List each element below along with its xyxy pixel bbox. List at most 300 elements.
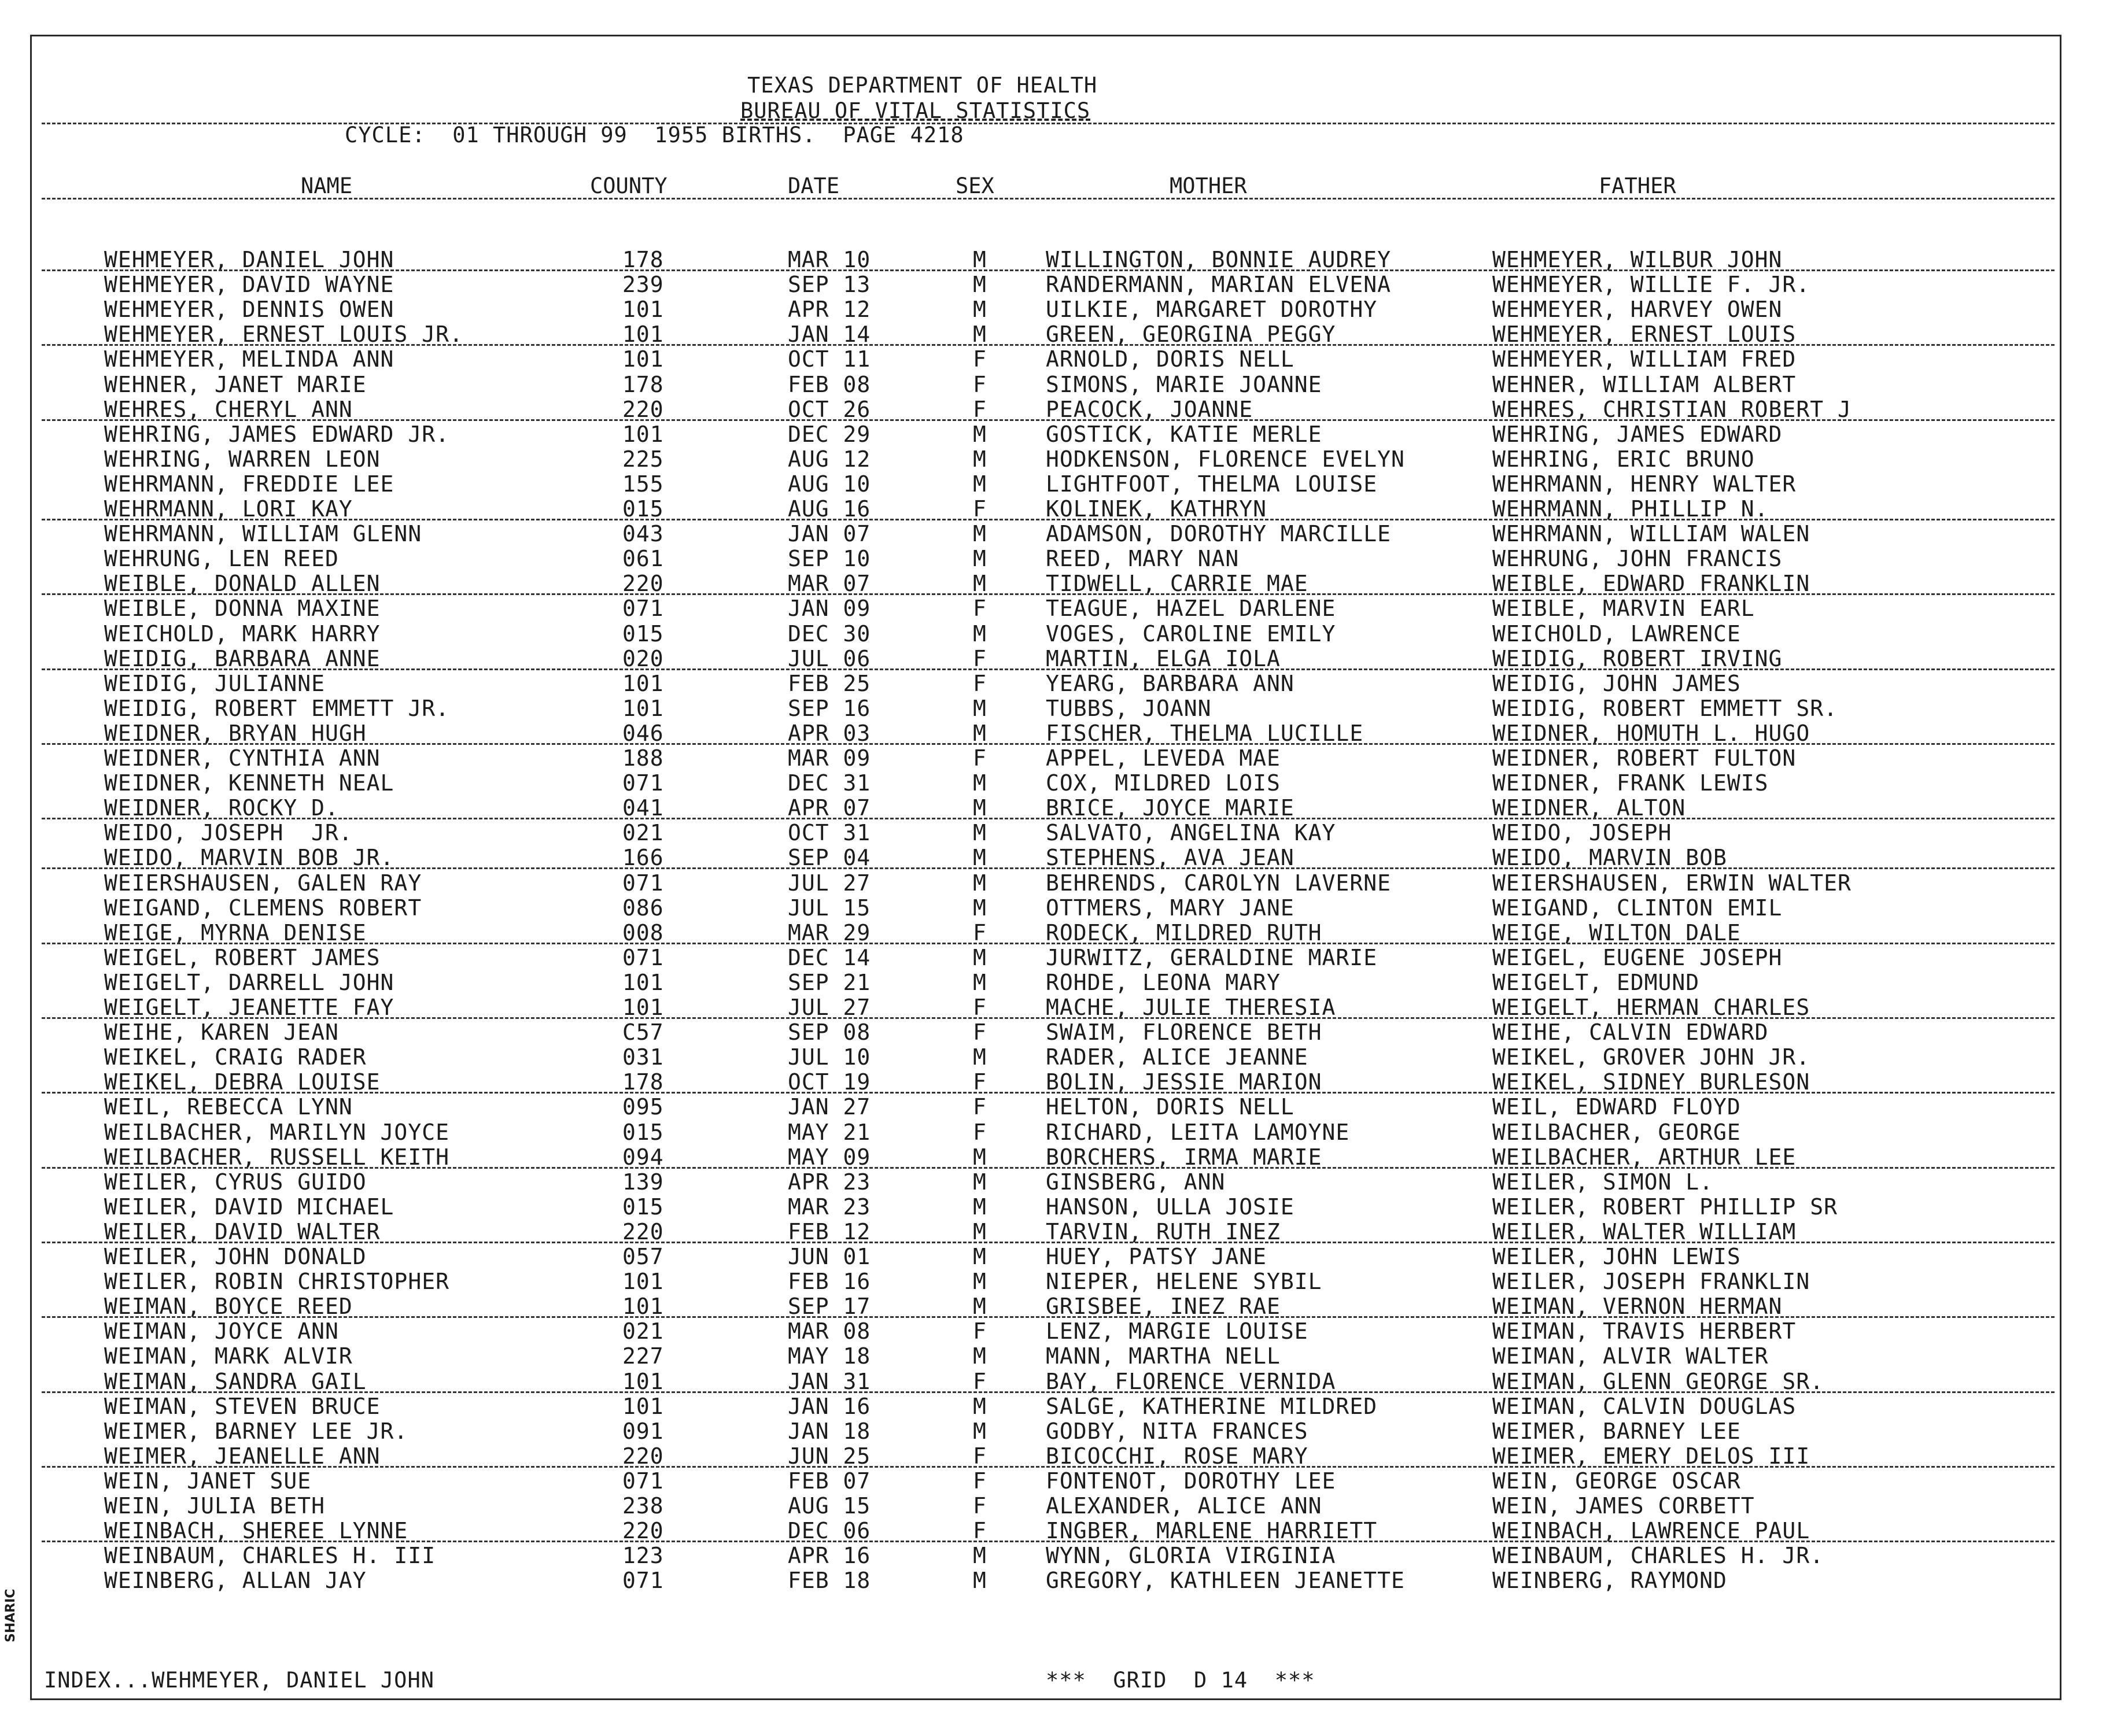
cell-date: MAY 21 <box>788 1119 871 1145</box>
cell-county: 008 <box>622 919 664 945</box>
cell-mother: YEARG, BARBARA ANN <box>1046 670 1294 696</box>
cell-date: DEC 06 <box>788 1518 871 1544</box>
cell-sex: M <box>973 546 987 572</box>
cell-sex: F <box>973 1094 987 1120</box>
cell-name: WEIDIG, ROBERT EMMETT JR. <box>104 695 449 721</box>
cell-father: WEIKEL, SIDNEY BURLESON <box>1492 1069 1810 1095</box>
row-rule <box>42 1391 2055 1393</box>
cell-father: WEHMEYER, WILLIAM FRED <box>1492 346 1797 372</box>
cell-mother: BICOCCHI, ROSE MARY <box>1046 1443 1308 1469</box>
cell-name: WEHMEYER, DANIEL JOHN <box>104 247 394 272</box>
cell-county: 238 <box>622 1493 664 1519</box>
cell-county: 101 <box>622 969 664 995</box>
cell-county: 094 <box>622 1144 664 1170</box>
cell-sex: M <box>973 1218 987 1244</box>
cell-name: WEINBACH, SHEREE LYNNE <box>104 1518 408 1544</box>
cell-sex: M <box>973 1169 987 1195</box>
cell-father: WEILER, JOHN LEWIS <box>1492 1244 1741 1269</box>
cell-name: WEINBAUM, CHARLES H. III <box>104 1543 436 1569</box>
cell-county: 101 <box>622 421 664 447</box>
cell-county: C57 <box>622 1020 664 1046</box>
cell-mother: SALGE, KATHERINE MILDRED <box>1046 1393 1378 1419</box>
table-row <box>0 647 2117 671</box>
cell-county: 057 <box>622 1244 664 1269</box>
table-row <box>0 1419 2117 1444</box>
cell-name: WEHRING, JAMES EDWARD JR. <box>104 421 449 447</box>
cell-mother: TUBBS, JOANN <box>1046 695 1212 721</box>
cell-name: WEIERSHAUSEN, GALEN RAY <box>104 870 422 896</box>
cell-father: WEIGAND, CLINTON EMIL <box>1492 895 1783 921</box>
cell-date: FEB 12 <box>788 1218 871 1244</box>
cell-mother: ROHDE, LEONA MARY <box>1046 969 1281 995</box>
cell-date: FEB 16 <box>788 1269 871 1295</box>
cell-date: JAN 09 <box>788 596 871 622</box>
cell-county: 166 <box>622 845 664 871</box>
cell-name: WEIMAN, STEVEN BRUCE <box>104 1393 381 1419</box>
table-row <box>0 1369 2117 1394</box>
table-row <box>0 1543 2117 1568</box>
cell-father: WEHRMANN, WILLIAM WALEN <box>1492 521 1810 547</box>
cell-date: MAR 07 <box>788 571 871 597</box>
table-row <box>0 248 2117 272</box>
cell-name: WEIL, REBECCA LYNN <box>104 1094 353 1120</box>
table-row <box>0 821 2117 845</box>
cell-name: WEIGEL, ROBERT JAMES <box>104 944 381 970</box>
table-row <box>0 896 2117 921</box>
cell-sex: M <box>973 895 987 921</box>
table-row <box>0 622 2117 647</box>
cell-father: WEIERSHAUSEN, ERWIN WALTER <box>1492 870 1852 896</box>
cell-name: WEILER, CYRUS GUIDO <box>104 1169 367 1195</box>
cell-mother: FISCHER, THELMA LUCILLE <box>1046 720 1364 746</box>
cell-date: AUG 16 <box>788 496 871 522</box>
cell-father: WEHRUNG, JOHN FRANCIS <box>1492 546 1783 572</box>
table-row <box>0 272 2117 297</box>
table-row <box>0 771 2117 796</box>
cell-father: WEIMAN, TRAVIS HERBERT <box>1492 1318 1797 1345</box>
cell-father: WEIMAN, CALVIN DOUGLAS <box>1492 1393 1797 1419</box>
row-rule <box>42 1017 2055 1019</box>
cell-father: WEHNER, WILLIAM ALBERT <box>1492 371 1797 397</box>
cell-mother: WILLINGTON, BONNIE AUDREY <box>1046 247 1391 272</box>
cell-name: WEHMEYER, MELINDA ANN <box>104 346 394 372</box>
table-row <box>0 1394 2117 1419</box>
cell-county: 031 <box>622 1044 664 1070</box>
cell-mother: GRISBEE, INEZ RAE <box>1046 1294 1281 1320</box>
cell-name: WEHRES, CHERYL ANN <box>104 396 353 422</box>
cell-county: 071 <box>622 1468 664 1494</box>
table-row <box>0 1195 2117 1220</box>
index-footer: INDEX...WEHMEYER, DANIEL JOHN <box>44 1668 435 1693</box>
cycle-line: CYCLE: 01 THROUGH 99 1955 BIRTHS. PAGE 4218 <box>345 123 964 147</box>
cell-father: WEIDIG, JOHN JAMES <box>1492 670 1741 696</box>
cell-mother: GODBY, NITA FRANCES <box>1046 1418 1308 1444</box>
col-header-father: FATHER <box>1599 173 1676 198</box>
table-row <box>0 1344 2117 1369</box>
cell-name: WEIMAN, MARK ALVIR <box>104 1343 353 1369</box>
cell-county: 101 <box>622 1294 664 1320</box>
cell-mother: BORCHERS, IRMA MARIE <box>1046 1144 1322 1170</box>
cell-name: WEHRING, WARREN LEON <box>104 446 381 472</box>
cell-county: 155 <box>622 471 664 497</box>
cell-mother: JURWITZ, GERALDINE MARIE <box>1046 944 1378 970</box>
cell-date: MAR 09 <box>788 745 871 771</box>
cell-date: MAR 08 <box>788 1318 871 1345</box>
col-header-name: NAME <box>301 173 353 198</box>
table-row <box>0 347 2117 372</box>
cell-father: WEHRING, ERIC BRUNO <box>1492 446 1755 472</box>
cell-date: MAY 09 <box>788 1144 871 1170</box>
cell-date: FEB 25 <box>788 670 871 696</box>
cell-sex: F <box>973 1119 987 1145</box>
cell-father: WEIBLE, MARVIN EARL <box>1492 596 1755 622</box>
cell-sex: M <box>973 795 987 821</box>
cell-sex: F <box>973 1468 987 1494</box>
cell-county: 101 <box>622 1368 664 1394</box>
cell-date: JUN 01 <box>788 1244 871 1269</box>
cell-county: 220 <box>622 1218 664 1244</box>
cell-father: WEHRMANN, HENRY WALTER <box>1492 471 1797 497</box>
cell-sex: M <box>973 770 987 796</box>
cell-county: 015 <box>622 1119 664 1145</box>
cell-mother: ADAMSON, DOROTHY MARCILLE <box>1046 521 1391 547</box>
cell-sex: F <box>973 596 987 622</box>
cell-father: WEILER, JOSEPH FRANKLIN <box>1492 1269 1810 1295</box>
cell-sex: M <box>973 845 987 871</box>
table-row <box>0 297 2117 322</box>
cell-county: 178 <box>622 1069 664 1095</box>
cell-mother: BOLIN, JESSIE MARION <box>1046 1069 1322 1095</box>
cell-father: WEILER, SIMON L. <box>1492 1169 1714 1195</box>
cell-date: JUL 06 <box>788 645 871 671</box>
cell-name: WEIGAND, CLEMENS ROBERT <box>104 895 422 921</box>
cell-mother: FONTENOT, DOROTHY LEE <box>1046 1468 1336 1494</box>
cell-sex: F <box>973 1069 987 1095</box>
table-row <box>0 1045 2117 1070</box>
header-rule <box>42 123 2055 124</box>
cell-mother: KOLINEK, KATHRYN <box>1046 496 1267 522</box>
cell-sex: F <box>973 496 987 522</box>
cell-mother: ALEXANDER, ALICE ANN <box>1046 1493 1322 1519</box>
cell-father: WEIMAN, ALVIR WALTER <box>1492 1343 1769 1369</box>
row-rule <box>42 593 2055 595</box>
cell-sex: M <box>973 247 987 272</box>
cell-mother: TIDWELL, CARRIE MAE <box>1046 571 1308 597</box>
cell-date: DEC 30 <box>788 620 871 647</box>
cell-county: 139 <box>622 1169 664 1195</box>
cell-date: JUL 15 <box>788 895 871 921</box>
cell-name: WEHNER, JANET MARIE <box>104 371 367 397</box>
cell-name: WEIDO, MARVIN BOB JR. <box>104 845 394 871</box>
table-row <box>0 1170 2117 1195</box>
cell-sex: M <box>973 820 987 846</box>
cell-date: MAY 18 <box>788 1343 871 1369</box>
cell-sex: M <box>973 870 987 896</box>
cell-father: WEHMEYER, WILBUR JOHN <box>1492 247 1783 272</box>
cell-father: WEIDO, MARVIN BOB <box>1492 845 1727 871</box>
cell-sex: M <box>973 1144 987 1170</box>
table-row <box>0 746 2117 771</box>
cell-father: WEIGEL, EUGENE JOSEPH <box>1492 944 1783 970</box>
table-row <box>0 447 2117 472</box>
cell-mother: MARTIN, ELGA IOLA <box>1046 645 1281 671</box>
cell-name: WEIDNER, ROCKY D. <box>104 795 339 821</box>
cell-father: WEICHOLD, LAWRENCE <box>1492 620 1741 647</box>
cell-date: JAN 18 <box>788 1418 871 1444</box>
table-row <box>0 497 2117 522</box>
cell-date: APR 03 <box>788 720 871 746</box>
cell-name: WEIKEL, CRAIG RADER <box>104 1044 367 1070</box>
cell-mother: HUEY, PATSY JANE <box>1046 1244 1267 1269</box>
cell-date: SEP 13 <box>788 272 871 298</box>
cell-father: WEILER, WALTER WILLIAM <box>1492 1218 1797 1244</box>
cell-county: 123 <box>622 1543 664 1569</box>
cell-name: WEIHE, KAREN JEAN <box>104 1020 339 1046</box>
cell-mother: TEAGUE, HAZEL DARLENE <box>1046 596 1336 622</box>
grid-footer: *** GRID D 14 *** <box>1046 1668 1315 1693</box>
cell-date: JUL 27 <box>788 870 871 896</box>
cell-sex: M <box>973 1194 987 1220</box>
cell-father: WEIMAN, GLENN GEORGE SR. <box>1492 1368 1824 1394</box>
cell-county: 071 <box>622 944 664 970</box>
cell-mother: BEHRENDS, CAROLYN LAVERNE <box>1046 870 1391 896</box>
cell-name: WEIMAN, BOYCE REED <box>104 1294 353 1320</box>
cell-mother: PEACOCK, JOANNE <box>1046 396 1253 422</box>
table-row <box>0 921 2117 945</box>
table-row <box>0 696 2117 721</box>
cell-date: JAN 14 <box>788 322 871 348</box>
cell-county: 220 <box>622 396 664 422</box>
row-rule <box>42 818 2055 819</box>
cell-mother: GREGORY, KATHLEEN JEANETTE <box>1046 1568 1405 1594</box>
table-row <box>0 671 2117 696</box>
table-row <box>0 1120 2117 1145</box>
table-row <box>0 945 2117 970</box>
cell-mother: ARNOLD, DORIS NELL <box>1046 346 1294 372</box>
cell-sex: F <box>973 995 987 1020</box>
table-row <box>0 322 2117 347</box>
cell-mother: RICHARD, LEITA LAMOYNE <box>1046 1119 1350 1145</box>
table-row <box>0 472 2117 497</box>
cell-county: 086 <box>622 895 664 921</box>
cell-father: WEIN, GEORGE OSCAR <box>1492 1468 1741 1494</box>
cell-father: WEINBERG, RAYMOND <box>1492 1568 1727 1594</box>
cell-name: WEIDNER, BRYAN HUGH <box>104 720 367 746</box>
table-row <box>0 1294 2117 1319</box>
cell-name: WEIBLE, DONALD ALLEN <box>104 571 381 597</box>
cell-sex: F <box>973 396 987 422</box>
cell-sex: F <box>973 346 987 372</box>
cell-father: WEIDNER, FRANK LEWIS <box>1492 770 1769 796</box>
cell-mother: WYNN, GLORIA VIRGINIA <box>1046 1543 1336 1569</box>
cell-mother: MACHE, JULIE THERESIA <box>1046 995 1336 1020</box>
cell-county: 220 <box>622 571 664 597</box>
table-row <box>0 1145 2117 1170</box>
table-row <box>0 1519 2117 1543</box>
cell-sex: M <box>973 620 987 647</box>
row-rule <box>42 1092 2055 1094</box>
cell-sex: F <box>973 1493 987 1519</box>
cell-name: WEIMAN, SANDRA GAIL <box>104 1368 367 1394</box>
row-rule <box>42 1167 2055 1169</box>
row-rule <box>42 344 2055 346</box>
cell-county: 015 <box>622 1194 664 1220</box>
cell-county: 091 <box>622 1418 664 1444</box>
cell-name: WEIBLE, DONNA MAXINE <box>104 596 381 622</box>
side-label: SHARIC <box>3 1589 18 1642</box>
cell-name: WEIGELT, DARRELL JOHN <box>104 969 394 995</box>
cell-name: WEILBACHER, RUSSELL KEITH <box>104 1144 449 1170</box>
cell-mother: REED, MARY NAN <box>1046 546 1240 572</box>
table-row <box>0 1095 2117 1120</box>
cell-date: AUG 12 <box>788 446 871 472</box>
cell-mother: HANSON, ULLA JOSIE <box>1046 1194 1294 1220</box>
cell-father: WEILER, ROBERT PHILLIP SR <box>1492 1194 1838 1220</box>
cell-date: AUG 10 <box>788 471 871 497</box>
table-row <box>0 1070 2117 1095</box>
cell-mother: NIEPER, HELENE SYBIL <box>1046 1269 1322 1295</box>
table-row <box>0 571 2117 596</box>
bureau-title: BUREAU OF VITAL STATISTICS <box>740 98 1091 123</box>
cell-county: 071 <box>622 870 664 896</box>
cell-date: AUG 15 <box>788 1493 871 1519</box>
cell-father: WEIGELT, HERMAN CHARLES <box>1492 995 1810 1020</box>
cell-sex: F <box>973 670 987 696</box>
cell-name: WEIDIG, JULIANNE <box>104 670 326 696</box>
cell-sex: M <box>973 969 987 995</box>
cell-name: WEICHOLD, MARK HARRY <box>104 620 381 647</box>
cell-father: WEIMAN, VERNON HERMAN <box>1492 1294 1783 1320</box>
cell-name: WEHMEYER, DENNIS OWEN <box>104 297 394 323</box>
cell-date: JUL 27 <box>788 995 871 1020</box>
cell-name: WEILER, JOHN DONALD <box>104 1244 367 1269</box>
cell-date: OCT 26 <box>788 396 871 422</box>
cell-date: JAN 31 <box>788 1368 871 1394</box>
cell-father: WEIDNER, HOMUTH L. HUGO <box>1492 720 1810 746</box>
cell-name: WEIMER, JEANELLE ANN <box>104 1443 381 1469</box>
row-rule <box>42 743 2055 745</box>
cell-father: WEIDNER, ROBERT FULTON <box>1492 745 1797 771</box>
cell-date: SEP 21 <box>788 969 871 995</box>
cell-name: WEIN, JULIA BETH <box>104 1493 326 1519</box>
cell-date: SEP 16 <box>788 695 871 721</box>
cell-mother: LENZ, MARGIE LOUISE <box>1046 1318 1308 1345</box>
cell-county: 041 <box>622 795 664 821</box>
table-row <box>0 1244 2117 1269</box>
cell-mother: HELTON, DORIS NELL <box>1046 1094 1294 1120</box>
cell-mother: BRICE, JOYCE MARIE <box>1046 795 1294 821</box>
cell-county: 101 <box>622 346 664 372</box>
cell-father: WEIDIG, ROBERT IRVING <box>1492 645 1783 671</box>
cell-date: OCT 31 <box>788 820 871 846</box>
cell-father: WEIL, EDWARD FLOYD <box>1492 1094 1741 1120</box>
cell-sex: M <box>973 571 987 597</box>
cell-father: WEILBACHER, ARTHUR LEE <box>1492 1144 1797 1170</box>
row-rule <box>42 419 2055 421</box>
table-row <box>0 1494 2117 1519</box>
cell-county: 178 <box>622 371 664 397</box>
cell-sex: M <box>973 521 987 547</box>
cell-mother: VOGES, CAROLINE EMILY <box>1046 620 1336 647</box>
cell-mother: BAY, FLORENCE VERNIDA <box>1046 1368 1336 1394</box>
cell-father: WEIHE, CALVIN EDWARD <box>1492 1020 1769 1046</box>
cell-father: WEIMER, EMERY DELOS III <box>1492 1443 1810 1469</box>
cell-mother: STEPHENS, AVA JEAN <box>1046 845 1294 871</box>
cell-mother: GINSBERG, ANN <box>1046 1169 1226 1195</box>
row-rule <box>42 1541 2055 1542</box>
cell-name: WEIDNER, CYNTHIA ANN <box>104 745 381 771</box>
cell-county: 046 <box>622 720 664 746</box>
cell-county: 021 <box>622 820 664 846</box>
cell-county: 071 <box>622 770 664 796</box>
cell-county: 101 <box>622 297 664 323</box>
cell-mother: UILKIE, MARGARET DOROTHY <box>1046 297 1378 323</box>
cell-name: WEIKEL, DEBRA LOUISE <box>104 1069 381 1095</box>
cell-sex: F <box>973 1368 987 1394</box>
agency-title: TEXAS DEPARTMENT OF HEALTH <box>747 73 1098 98</box>
cell-mother: RADER, ALICE JEANNE <box>1046 1044 1308 1070</box>
cell-sex: M <box>973 1269 987 1295</box>
row-rule <box>42 867 2055 869</box>
cell-sex: F <box>973 1020 987 1046</box>
cell-father: WEIDNER, ALTON <box>1492 795 1686 821</box>
cell-name: WEIMER, BARNEY LEE JR. <box>104 1418 408 1444</box>
cell-father: WEHMEYER, HARVEY OWEN <box>1492 297 1783 323</box>
cell-sex: M <box>973 695 987 721</box>
table-row <box>0 1568 2117 1593</box>
cell-date: APR 16 <box>788 1543 871 1569</box>
cell-sex: M <box>973 272 987 298</box>
cell-father: WEHRMANN, PHILLIP N. <box>1492 496 1769 522</box>
table-row <box>0 995 2117 1020</box>
cell-county: 188 <box>622 745 664 771</box>
cell-sex: M <box>973 421 987 447</box>
cell-father: WEIBLE, EDWARD FRANKLIN <box>1492 571 1810 597</box>
cell-county: 220 <box>622 1518 664 1544</box>
cell-date: MAR 29 <box>788 919 871 945</box>
cell-name: WEIGE, MYRNA DENISE <box>104 919 367 945</box>
table-row <box>0 970 2117 995</box>
cell-date: FEB 08 <box>788 371 871 397</box>
table-row <box>0 1269 2117 1294</box>
table-row <box>0 1319 2117 1344</box>
cell-father: WEHMEYER, ERNEST LOUIS <box>1492 322 1797 348</box>
cell-name: WEILER, DAVID WALTER <box>104 1218 381 1244</box>
cell-mother: SWAIM, FLORENCE BETH <box>1046 1020 1322 1046</box>
cell-father: WEIKEL, GROVER JOHN JR. <box>1492 1044 1810 1070</box>
cell-father: WEINBACH, LAWRENCE PAUL <box>1492 1518 1810 1544</box>
cell-name: WEIDIG, BARBARA ANNE <box>104 645 381 671</box>
table-row <box>0 522 2117 546</box>
table-row <box>0 397 2117 422</box>
cell-date: DEC 31 <box>788 770 871 796</box>
cell-county: 225 <box>622 446 664 472</box>
cell-name: WEILER, DAVID MICHAEL <box>104 1194 394 1220</box>
cell-date: JAN 16 <box>788 1393 871 1419</box>
cell-sex: F <box>973 745 987 771</box>
cell-father: WEIDO, JOSEPH <box>1492 820 1672 846</box>
cell-mother: SIMONS, MARIE JOANNE <box>1046 371 1322 397</box>
cell-date: FEB 18 <box>788 1568 871 1594</box>
cell-father: WEHRES, CHRISTIAN ROBERT J <box>1492 396 1852 422</box>
cell-name: WEHRUNG, LEN REED <box>104 546 339 572</box>
cell-mother: INGBER, MARLENE HARRIETT <box>1046 1518 1378 1544</box>
cell-father: WEINBAUM, CHARLES H. JR. <box>1492 1543 1824 1569</box>
cell-father: WEIDIG, ROBERT EMMETT SR. <box>1492 695 1838 721</box>
table-row <box>0 596 2117 621</box>
row-rule <box>42 943 2055 944</box>
cell-date: SEP 10 <box>788 546 871 572</box>
